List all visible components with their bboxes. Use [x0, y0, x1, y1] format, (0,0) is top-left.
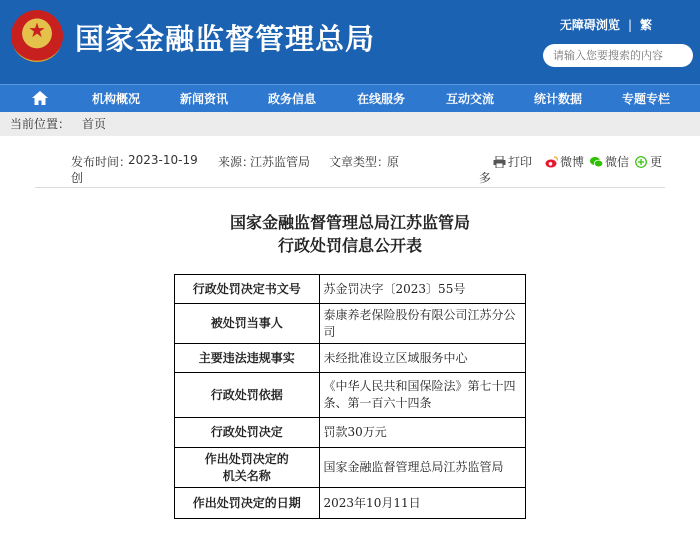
- table-value: 《中华人民共和国保险法》第七十四条、第一百六十四条: [319, 373, 525, 418]
- table-row: [175, 275, 526, 304]
- nav-item-gov-info[interactable]: 政务信息: [268, 92, 317, 106]
- table-value: 罚款30万元: [319, 418, 525, 448]
- print-button[interactable]: [493, 153, 532, 170]
- nav-item-interaction[interactable]: 互动交流: [446, 92, 495, 106]
- wechat-icon: [590, 156, 603, 168]
- nav-item-special-topics[interactable]: 专题专栏: [622, 92, 671, 106]
- site-title[interactable]: 国家金融监督管理总局: [75, 22, 376, 56]
- table-value: 苏金罚决字〔2023〕55号: [319, 275, 525, 304]
- more-label-prefix: 更: [650, 155, 663, 169]
- wechat-share-button[interactable]: [590, 153, 629, 170]
- meta-divider: [35, 187, 665, 188]
- table-key: 行政处罚决定书文号: [175, 275, 320, 304]
- more-share-button[interactable]: [635, 153, 662, 170]
- table-value: 泰康养老保险股份有限公司江苏分公司: [319, 304, 525, 344]
- search-box: [543, 44, 693, 67]
- table-value: 2023年10月11日: [319, 488, 525, 519]
- home-icon[interactable]: [32, 91, 48, 105]
- print-label: 打印: [508, 155, 533, 169]
- table-row: [175, 418, 526, 448]
- table-key: [175, 448, 320, 488]
- table-row: [175, 344, 526, 373]
- table-row: [175, 448, 526, 488]
- top-links: [560, 16, 652, 33]
- table-key: 行政处罚依据: [175, 373, 320, 418]
- nav-item-news[interactable]: 新闻资讯: [180, 92, 229, 106]
- breadcrumb-home-link[interactable]: 首页: [82, 117, 107, 131]
- nav-item-about[interactable]: 机构概况: [92, 92, 141, 106]
- main-nav: [0, 84, 700, 112]
- source-value: 江苏监管局: [250, 155, 311, 169]
- weibo-icon: [545, 156, 558, 168]
- nav-item-online-service[interactable]: 在线服务: [357, 92, 406, 106]
- weibo-share-button[interactable]: [545, 153, 584, 170]
- table-value: 未经批准设立区域服务中心: [319, 344, 525, 373]
- penalty-info-table: [174, 274, 526, 519]
- printer-icon: [493, 156, 506, 168]
- nav-item-statistics[interactable]: 统计数据: [534, 92, 583, 106]
- table-row: [175, 488, 526, 519]
- publish-date: 2023-10-19: [128, 153, 198, 167]
- table-key: 行政处罚决定: [175, 418, 320, 448]
- top-links-divider: |: [627, 18, 632, 32]
- wechat-label: 微信: [605, 155, 630, 169]
- table-key: 主要违法违规事实: [175, 344, 320, 373]
- table-key: 作出处罚决定的日期: [175, 488, 320, 519]
- table-key-line1: 作出处罚决定的: [204, 451, 289, 466]
- traditional-chinese-link[interactable]: 繁: [639, 18, 652, 32]
- national-emblem-icon: ★: [11, 10, 63, 62]
- weibo-label: 微博: [560, 155, 585, 169]
- more-label-suffix: 多: [479, 171, 492, 185]
- source-label: 来源：: [218, 155, 255, 169]
- table-row: [175, 304, 526, 344]
- breadcrumb-label: 当前位置：: [10, 117, 71, 131]
- table-value: 国家金融监督管理总局江苏监管局: [319, 448, 525, 488]
- table-key-line2: 机关名称: [222, 468, 271, 483]
- table-row: [175, 373, 526, 418]
- type-value: 原: [387, 155, 400, 169]
- type-label: 文章类型：: [329, 155, 390, 169]
- document-title-line2: 行政处罚信息公开表: [277, 236, 422, 255]
- breadcrumb: [0, 112, 700, 136]
- plus-circle-icon: [635, 156, 648, 168]
- publish-label: 发布时间：: [71, 155, 132, 169]
- accessible-browse-link[interactable]: 无障碍浏览: [559, 18, 620, 32]
- document-title-line1: 国家金融监督管理总局江苏监管局: [229, 213, 470, 232]
- publish-suffix: 创: [71, 171, 84, 185]
- search-input[interactable]: [543, 44, 673, 67]
- site-header: [0, 0, 700, 84]
- table-key: 被处罚当事人: [175, 304, 320, 344]
